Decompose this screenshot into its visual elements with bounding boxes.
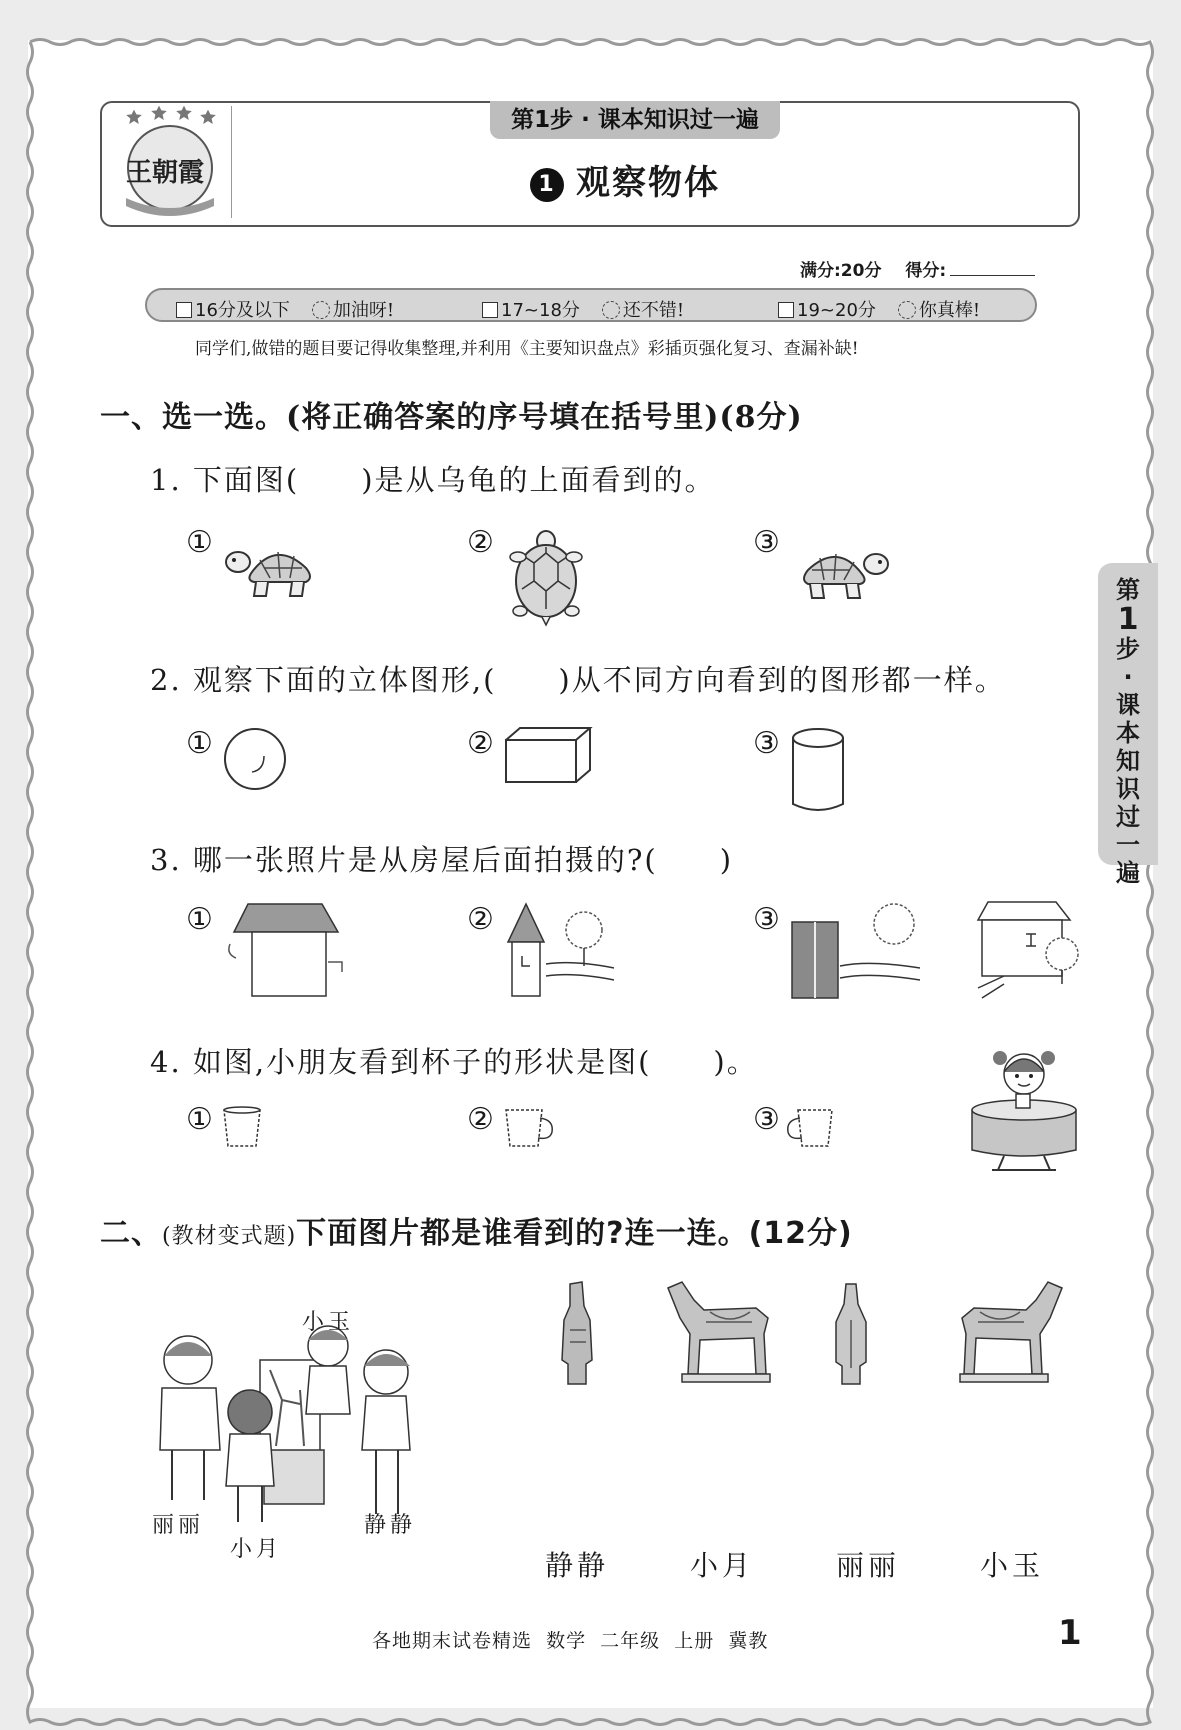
question-4: 4. 如图,小朋友看到杯子的形状是图( )。 — [150, 1045, 758, 1079]
q2-option-3-mark: ③ — [753, 726, 780, 761]
house-photo-2 — [504, 902, 624, 1002]
smiley-icon — [898, 301, 916, 319]
q4-option-1-mark: ① — [186, 1102, 213, 1137]
question-2: 2. 观察下面的立体图形,( )从不同方向看到的图形都一样。 — [150, 663, 1006, 697]
q3-option-1-mark: ① — [186, 902, 213, 937]
q2-option-2-mark: ② — [467, 726, 494, 761]
answer-name-4[interactable]: 小玉 — [980, 1549, 1045, 1582]
smiley-icon — [602, 301, 620, 319]
brand-logo — [112, 106, 232, 218]
house-reference-image — [974, 900, 1084, 1010]
answer-name-1[interactable]: 静静 — [545, 1549, 610, 1582]
score-label: 得分: — [905, 261, 947, 281]
band-item-3: 19~20分 你真棒! — [778, 296, 980, 322]
section-2-title: 二、(教材变式题)下面图片都是谁看到的?连一连。(12分) — [100, 1216, 853, 1251]
turtle-side-icon — [790, 540, 890, 610]
horse-side-view-mirrored — [950, 1278, 1070, 1388]
step-tab: 第1步 · 课本知识过一遍 — [490, 101, 780, 139]
full-score: 满分:20分 — [800, 261, 882, 281]
house-photo-3 — [790, 902, 930, 1002]
house-photo-1 — [224, 902, 354, 1002]
band-checkbox[interactable] — [778, 302, 794, 318]
score-line — [800, 256, 1035, 281]
horse-side-view — [660, 1278, 780, 1388]
scene-label-xiaoyu: 小玉 — [302, 1310, 355, 1335]
band-checkbox[interactable] — [176, 302, 192, 318]
answer-name-2[interactable]: 小月 — [690, 1549, 755, 1582]
q1-option-3-mark: ③ — [753, 525, 780, 560]
side-tab-text: 第 1 步·课本知识过一遍 — [1116, 576, 1140, 887]
cup-icon — [220, 1104, 270, 1154]
cup-with-handle-icon — [502, 1104, 562, 1154]
q4-option-3-mark: ③ — [753, 1102, 780, 1137]
q4-option-2-mark: ② — [467, 1102, 494, 1137]
q3-option-2-mark: ② — [467, 902, 494, 937]
band-item-2: 17~18分 还不错! — [482, 296, 684, 322]
unit-number-badge: 1 — [530, 168, 564, 202]
turtle-side-icon — [224, 538, 324, 608]
q1-option-1-mark: ① — [186, 525, 213, 560]
unit-title: 观察物体 — [576, 163, 720, 203]
section-1-title: 一、选一选。(将正确答案的序号填在括号里)(8分) — [100, 400, 803, 435]
q1-option-2-mark: ② — [467, 525, 494, 560]
cup-with-handle-icon — [786, 1104, 846, 1154]
page-title — [530, 155, 720, 204]
footer-text: 各地期末试卷精选 数学 二年级 上册 冀教 — [372, 1630, 769, 1652]
question-3: 3. 哪一张照片是从房屋后面拍摄的?( ) — [150, 843, 734, 877]
question-1: 1. 下面图( )是从乌龟的上面看到的。 — [150, 463, 716, 497]
turtle-top-icon — [506, 525, 586, 625]
page-number: 1 — [1058, 1613, 1082, 1653]
cuboid-icon — [504, 726, 594, 786]
scene-label-lili: 丽丽 — [152, 1513, 205, 1538]
girl-at-table-image — [964, 1044, 1084, 1174]
horse-back-view — [826, 1280, 876, 1390]
horse-front-view — [552, 1280, 602, 1390]
smiley-icon — [312, 301, 330, 319]
cylinder-icon — [790, 726, 850, 816]
band-checkbox[interactable] — [482, 302, 498, 318]
scene-label-jingjing: 静静 — [364, 1513, 417, 1538]
tip-note: 同学们,做错的题目要记得收集整理,并利用《主要知识盘点》彩插页强化复习、查漏补缺! — [195, 339, 859, 359]
q3-option-3-mark: ③ — [753, 902, 780, 937]
scene-label-xiaoyue: 小月 — [230, 1537, 283, 1562]
sphere-icon — [222, 726, 292, 796]
children-around-horse-scene — [140, 1300, 440, 1540]
q2-option-1-mark: ① — [186, 726, 213, 761]
answer-name-3[interactable]: 丽丽 — [836, 1549, 901, 1582]
score-blank[interactable] — [950, 260, 1035, 276]
band-item-1: 16分及以下 加油呀! — [176, 296, 394, 322]
logo-text: 王朝霞 — [126, 158, 205, 188]
